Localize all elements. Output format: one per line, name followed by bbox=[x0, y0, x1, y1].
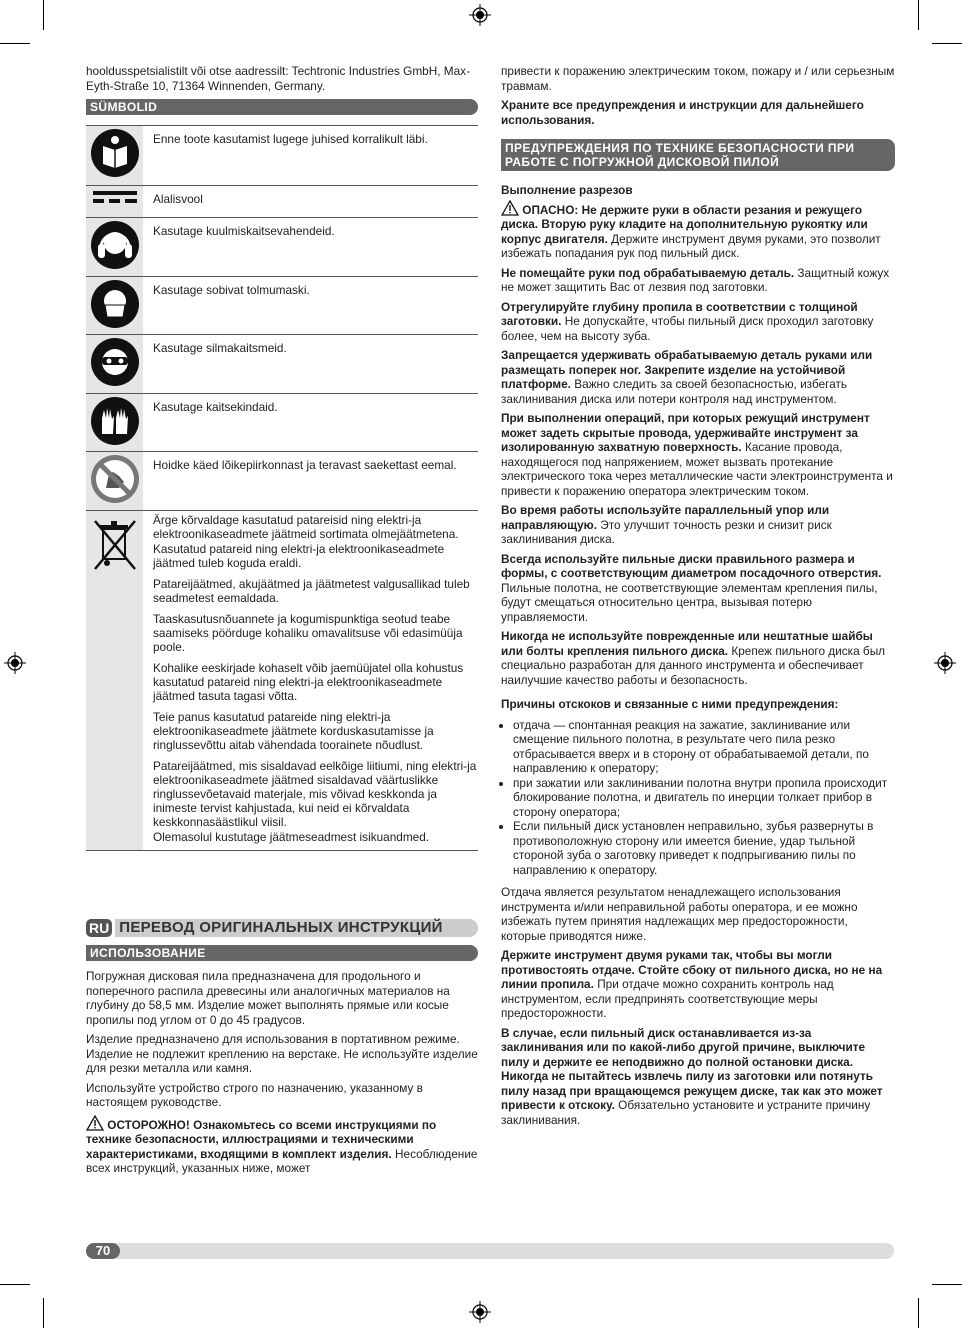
safety-paragraph bbox=[501, 200, 895, 261]
safety-text: Касание провода, находящегося под напряжением, может вызвать протекание электрического тока через металлические части электроинструмента и привести к поражению оператора электрическим током. bbox=[501, 440, 893, 498]
symbol-text: Patareijäätmed, akujäätmed ja jäätmetest valgusallikad tuleb seadmetest eemaldada. bbox=[153, 576, 470, 605]
crop-mark bbox=[43, 1298, 44, 1328]
symbol-text: Hoidke käed lõikepiirkonnast ja teravast saekettast eemal. bbox=[153, 458, 457, 472]
warning-triangle-icon bbox=[501, 200, 519, 216]
crop-mark bbox=[0, 43, 30, 44]
safety-bold: Отрегулируйте глубину пропила в соответствии с толщиной заготовки. bbox=[501, 299, 858, 328]
symbol-text: Olemasolul kustutage jäätmeseadmest isikuandmed. bbox=[153, 829, 430, 844]
symbol-text: Kasutage silmakaitsmeid. bbox=[153, 341, 287, 355]
warning-triangle-icon bbox=[86, 1115, 104, 1131]
safety-paragraph bbox=[501, 629, 895, 687]
keep-instructions-text: Храните все предупреждения и инструкции для дальнейшего использования. bbox=[501, 98, 864, 127]
cutting-heading: Выполнение разрезов bbox=[501, 183, 633, 197]
registration-mark-icon bbox=[4, 652, 26, 674]
symbol-row bbox=[86, 218, 478, 277]
symbol-text: Teie panus kasutatud patareide ning elektri-ja elektroonikaseadmete jäätmete korduskasutamisse ja ringlussevõttu aitab vähendada toorainete nõudlust. bbox=[153, 709, 434, 752]
crop-mark bbox=[932, 43, 962, 44]
safety-text: Не допускайте, чтобы пильный диск проходил заготовку более, чем на высоту зуба. bbox=[501, 314, 874, 343]
symbol-text: Kohalike eeskirjade kohaselt võib jaemüüjatel olla kohustus kasutatud patareid ning elektri-ja elektroonikaseadmete jäätmed tasuta tagasi võtta. bbox=[153, 660, 464, 703]
safety-text: Защитный кожух не может защитить Вас от лезвия под заготовки. bbox=[501, 265, 890, 294]
list-item: • при зажатии или заклинивании полотна внутри пропила происходит блокирование полотна, и двигатель по инерции толкает прибор в сторону оператора; bbox=[513, 776, 895, 820]
symbol-row bbox=[86, 393, 478, 452]
safety-paragraph bbox=[501, 1026, 895, 1128]
safety-paragraph bbox=[501, 348, 895, 406]
safety-paragraph bbox=[501, 266, 895, 295]
eye-protection-icon bbox=[89, 335, 141, 389]
stop-text: Обязательно установите и устраните причину заклинивания. bbox=[501, 1098, 871, 1127]
section-title: ПЕРЕВОД ОРИГИНАЛЬНЫХ ИНСТРУКЦИЙ bbox=[115, 919, 478, 938]
right-column bbox=[501, 64, 895, 1132]
caution-text: Несоблюдение всех инструкций, указанных ниже, может bbox=[86, 1146, 478, 1175]
symbol-text: Kasutage sobivat tolmumaski. bbox=[153, 282, 310, 297]
registration-mark-icon bbox=[469, 1301, 491, 1323]
symbol-text: Patareijäätmed, mis sisaldavad eelkõige liitiumi, ning elektri-ja elektroonikaseadmete jäätmed sisaldavad väärtuslikke ringlussevõetavaid materjale, mis võivad keskkonda ja inimeste tervist kahjustada, kui neid ei kõrvaldata keskkonnasäästlikul viisil. bbox=[153, 758, 477, 829]
symbol-row bbox=[86, 452, 478, 511]
crop-mark bbox=[932, 1284, 962, 1285]
left-intro: hooldusspetsialistilt või otse aadressilt: Techtronic Industries GmbH, Max-Eyth-Straße 10, 71364 Winnenden, Germany. bbox=[86, 64, 470, 93]
safety-text: Это улучшит точность резки и снизит риск заклинивания диска. bbox=[501, 517, 832, 546]
safety-heading: ПРЕДУПРЕЖДЕНИЯ ПО ТЕХНИКЕ БЕЗОПАСНОСТИ ПРИ РАБОТЕ С ПОГРУЖНОЙ ДИСКОВОЙ ПИЛОЙ bbox=[501, 139, 895, 171]
kickback-text: Отдача является результатом ненадлежащего использования инструмента и/или неправильной работы оператора, и ее можно избежать путем принятия надлежащих мер предосторожности, которые приводятся ниже. bbox=[501, 885, 858, 943]
caution-paragraph bbox=[86, 1115, 478, 1176]
crop-mark bbox=[918, 0, 919, 30]
crop-mark bbox=[43, 0, 44, 30]
kickback-list bbox=[501, 718, 895, 878]
left-column bbox=[86, 64, 478, 1181]
safety-bold: Во время работы используйте параллельный упор или направляющую. bbox=[501, 503, 830, 532]
continued-text: привести к поражению электрическим током, пожару и / или серьезным травмам. bbox=[501, 64, 895, 93]
crop-mark bbox=[918, 1298, 919, 1328]
language-badge: RU bbox=[86, 919, 112, 938]
safety-bold: При выполнении операций, при которых режущий инструмент может задеть скрытые провода, удерживайте инструмент за изолированную захватную поверхность. bbox=[501, 411, 870, 454]
safety-paragraph bbox=[501, 948, 895, 1021]
ear-protection-icon bbox=[89, 218, 141, 272]
safety-paragraph bbox=[501, 411, 895, 498]
read-manual-icon bbox=[89, 126, 141, 180]
safety-paragraph bbox=[501, 503, 895, 547]
symbol-text: Enne toote kasutamist lugege juhised korralikult läbi. bbox=[153, 132, 428, 146]
symbol-row bbox=[86, 186, 478, 218]
usage-heading: ИСПОЛЬЗОВАНИЕ bbox=[86, 945, 478, 961]
stop-bold: В случае, если пильный диск останавливается из-за заклинивания или по какой-либо другой причине, выключите пилу и держите ее неподвижно до полной остановки диска. Никогда не пытайтесь извлечь пилу из заготовки или потянуть пилу назад при вращающемся режущем диске, так как это может привести к отскоку. bbox=[501, 1025, 883, 1112]
page-number: 70 bbox=[86, 1243, 120, 1259]
symbol-text: Ärge kõrvaldage kasutatud patareisid ning elektri-ja elektroonikaseadmete jäätmeid sortimata olmejäätmetena. bbox=[153, 512, 459, 541]
usage-paragraph: Используйте устройство строго по назначению, указанному в настоящем руководстве. bbox=[86, 1080, 423, 1109]
safety-text: Важно следить за своей безопасностью, избегать заклинивания диска или потери контроля над инструментом. bbox=[501, 377, 848, 406]
safety-bold: Запрещается удерживать обрабатываемую деталь руками или размещать поперек ног. Закрепите изделие на устойчивой платформе. bbox=[501, 348, 873, 391]
gloves-icon bbox=[89, 394, 141, 448]
symbols-heading: SÜMBOLID bbox=[86, 99, 478, 115]
weee-bin-icon bbox=[89, 515, 141, 575]
registration-mark-icon bbox=[469, 4, 491, 26]
symbol-text: Alalisvool bbox=[153, 192, 203, 206]
safety-text: Крепеж пильного диска был специально разработан для данного инструмента и обеспечивает наилучшие качество работы и безопасность. bbox=[501, 643, 886, 687]
symbol-text: Taaskasutusnõuannete ja kogumispunktiga seotud teabe saamiseks pöörduge kohaliku omavalitsuse või edasimüüja poole. bbox=[153, 611, 463, 654]
symbol-row bbox=[86, 126, 478, 186]
dust-mask-icon bbox=[89, 277, 141, 331]
no-hands-icon bbox=[89, 452, 141, 506]
hold-text: При отдаче можно сохранить контроль над инструментом, если предпринять соответствующие меры предосторожности. bbox=[501, 977, 834, 1020]
symbol-row bbox=[86, 335, 478, 394]
symbol-text: Kasutatud patareid ning elektri-ja elektroonikaseadmete jäätmed tuleb koguda eraldi. bbox=[153, 541, 445, 570]
symbol-text: Kasutage kuulmiskaitsevahendeid. bbox=[153, 224, 335, 238]
safety-paragraph bbox=[501, 552, 895, 625]
safety-text: Пильные полотна, не соответствующие элементам крепления пилы, будут смещаться относительно центра, вызывая потерю управляемости. bbox=[501, 580, 878, 624]
list-item: • Если пильный диск установлен неправильно, зубья развернуты в противоположную сторону или имеется биение, удар тыльной стороной зуба о заготовку приведет к подпрыгиванию пилы по направлению к оператору. bbox=[513, 819, 895, 877]
safety-text: Держите инструмент двумя руками, это позволит избежать попадания рук под пильный диск. bbox=[501, 231, 881, 260]
ru-section-header bbox=[86, 919, 478, 938]
registration-mark-icon bbox=[934, 652, 956, 674]
usage-paragraph: Изделие предназначено для использования в портативном режиме. Изделие не подлежит креплению на верстаке. Не используйте изделие для резки металла или камня. bbox=[86, 1032, 478, 1075]
symbol-text: Kasutage kaitsekindaid. bbox=[153, 399, 278, 414]
symbol-row bbox=[86, 510, 478, 850]
safety-bold: ОПАСНО: Не держите руки в области резания и режущего диска. Вторую руку кладите на дополнительную рукоятку или корпус двигателя. bbox=[501, 202, 868, 246]
safety-paragraph bbox=[501, 300, 895, 344]
list-item: • отдача — спонтанная реакция на зажатие, заклинивание или смещение пильного полотна, в результате чего пила резко отбрасывается вверх и в сторону от обрабатываемой детали, по направлению к оператору; bbox=[513, 718, 895, 776]
safety-bold: Никогда не используйте поврежденные или нештатные шайбы или болты крепления пильного диска. bbox=[501, 629, 873, 658]
usage-paragraph: Погружная дисковая пила предназначена для продольного и поперечного распила древесины или аналогичных материалов на глубину до 58,5 мм. Изделие может выполнять прямые или косые пропилы под углом от 0 до 45 градусов. bbox=[86, 969, 450, 1027]
kickback-heading: Причины отскоков и связанные с ними предупреждения: bbox=[501, 697, 839, 711]
hold-bold: Держите инструмент двумя руками так, чтобы вы могли противостоять отдаче. Стойте сбоку от пильного диска, но не на линии пропила. bbox=[501, 948, 883, 991]
symbols-table bbox=[86, 125, 478, 851]
safety-bold: Не помещайте руки под обрабатываемую деталь. bbox=[501, 265, 795, 280]
symbol-row bbox=[86, 276, 478, 335]
crop-mark bbox=[0, 1284, 30, 1285]
safety-bold: Всегда используйте пильные диски правильного размера и формы, с соответствующим диаметром посадочного отверстия. bbox=[501, 551, 882, 580]
caution-bold: ОСТОРОЖНО! Ознакомьтесь со всеми инструкциями по технике безопасности, иллюстрациями и техническими характеристиками, входящими в комплект изделия. bbox=[86, 1117, 437, 1161]
footer-bar bbox=[86, 1243, 894, 1259]
direct-current-icon bbox=[89, 186, 141, 208]
